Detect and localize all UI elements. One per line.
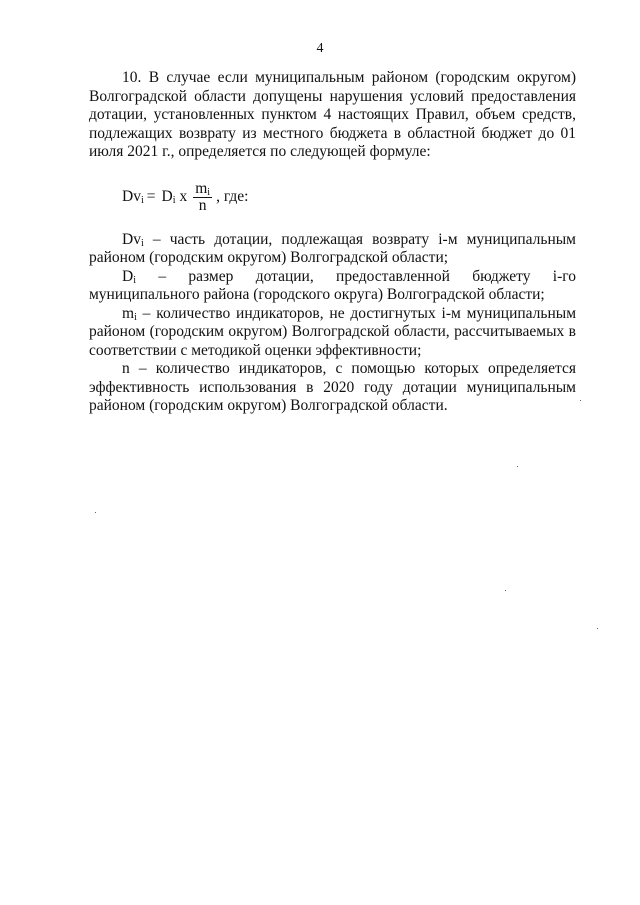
scan-speck (597, 628, 598, 629)
page-number: 4 (316, 41, 324, 56)
fraction-numerator: $m_i$ (195, 179, 211, 198)
scan-speck (517, 466, 518, 467)
fraction-denominator: n (198, 196, 207, 214)
definition-d: $D_i$ – размер дотации, предоставленной бюджету i-го муниципального района (городского округа) Волгоградской области; (89, 267, 576, 303)
formula-lhs: $Dv_i$ (122, 187, 144, 206)
formula-suffix: , где: (216, 187, 249, 205)
scan-speck (580, 400, 581, 401)
formula (122, 181, 576, 214)
scan-speck (505, 590, 506, 591)
paragraph-10: 10. В случае если муниципальным районом (городским округом) Волгоградской области допущены нарушения условий предоставления дотации, установленных пунктом 4 настоящих Правил, объем средств, подлежащих возврату из местного бюджета в областной бюджет до 01 июля 2021 г., определяется по следующей формуле: (89, 69, 576, 160)
document-body (89, 69, 576, 416)
formula-d: $D_i$ (161, 187, 176, 206)
scan-speck (95, 512, 96, 513)
definition-dv: $Dv_i$ – часть дотации, подлежащая возврату i-м муниципальным районом (городским округом) Волгоградской области; (89, 230, 576, 266)
definition-m: $m_i$ – количество индикаторов, не достигнутых i-м муниципальным районом (городским округом) Волгоградской области, рассчитываемых в соответствии с методикой оценки эффективности; (89, 304, 576, 359)
definition-n: n – количество индикаторов, с помощью которых определяется эффективность использования в 2020 году дотации муниципальным районом (городским округом) Волгоградской области. (89, 360, 576, 414)
formula-equals: = (146, 187, 156, 205)
formula-times: х (179, 187, 188, 205)
formula-fraction (193, 181, 212, 214)
